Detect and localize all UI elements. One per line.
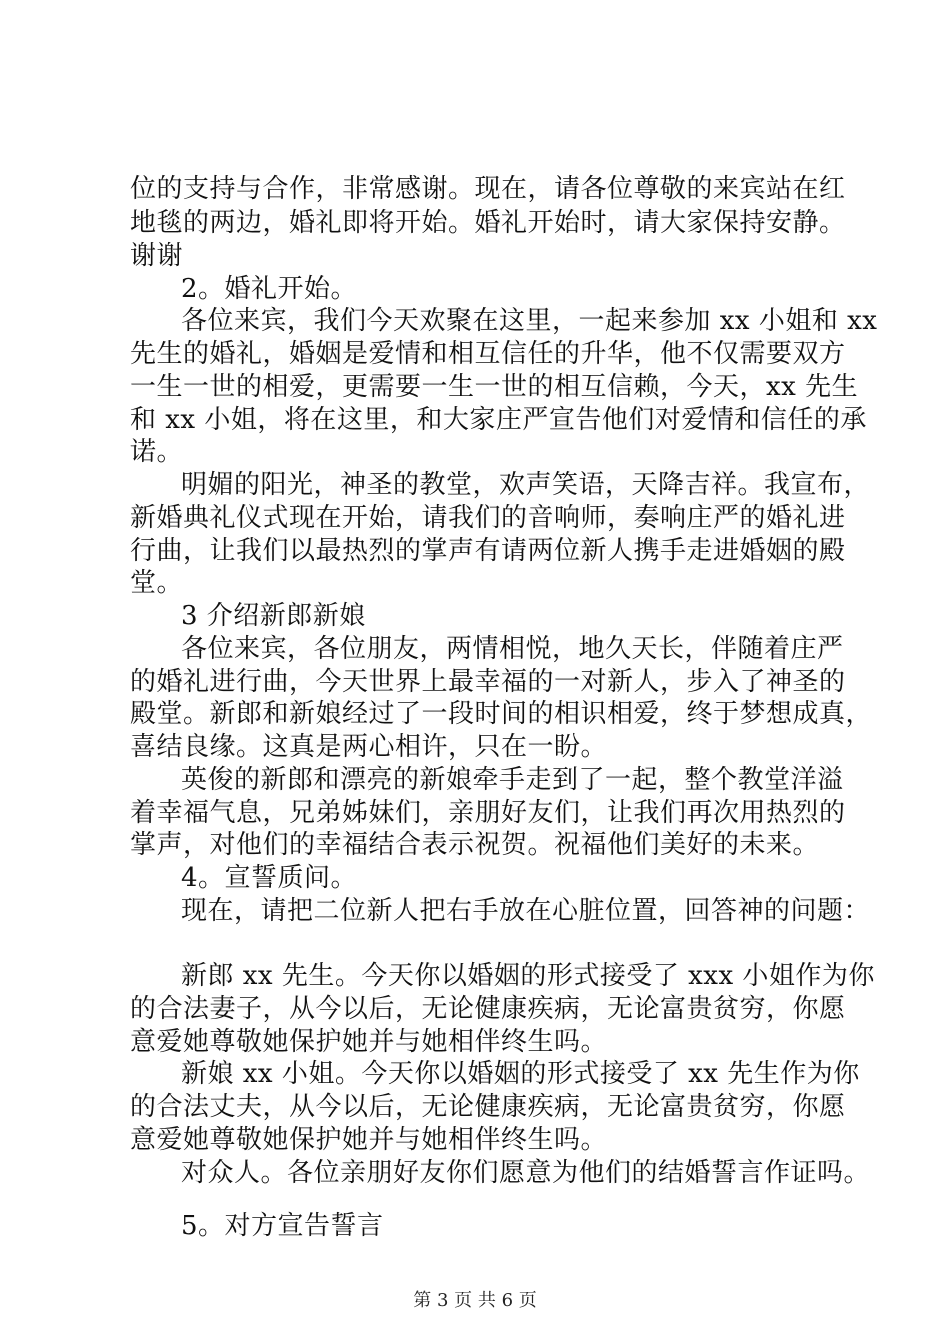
text-line: 意爱她尊敬她保护她并与她相伴终生吗。 bbox=[130, 1125, 608, 1155]
text-line: 新娘 xx 小姐。今天你以婚姻的形式接受了 xx 先生作为你 bbox=[181, 1059, 860, 1089]
section-heading: 2。婚礼开始。 bbox=[181, 274, 358, 304]
text-line: 各位来宾，各位朋友，两情相悦，地久天长，伴随着庄严 bbox=[181, 634, 844, 664]
text-line: 各位来宾，我们今天欢聚在这里，一起来参加 xx 小姐和 xx bbox=[181, 306, 878, 336]
text-line: 一生一世的相爱，更需要一生一世的相互信赖，今天，xx 先生 bbox=[130, 372, 859, 402]
text-line: 新婚典礼仪式现在开始，请我们的音响师，奏响庄严的婚礼进 bbox=[130, 503, 846, 533]
text-line: 诺。 bbox=[130, 437, 184, 467]
text-line: 的合法丈夫，从今以后，无论健康疾病，无论富贵贫穷，你愿 bbox=[130, 1092, 846, 1122]
text-line: 先生的婚礼，婚姻是爱情和相互信任的升华，他不仅需要双方 bbox=[130, 339, 846, 369]
text-line: 英俊的新郎和漂亮的新娘牵手走到了一起，整个教堂洋溢 bbox=[181, 765, 844, 795]
section-heading: 3 介绍新郎新娘 bbox=[181, 601, 366, 631]
page-footer: 第 3 页 共 6 页 bbox=[413, 1290, 537, 1311]
text-line: 堂。 bbox=[130, 568, 184, 598]
text-line: 谢谢 bbox=[130, 241, 184, 271]
text-line: 新郎 xx 先生。今天你以婚姻的形式接受了 xxx 小姐作为你 bbox=[181, 961, 875, 991]
text-line: 地毯的两边，婚礼即将开始。婚礼开始时，请大家保持安静。 bbox=[130, 208, 846, 238]
text-line: 现在，请把二位新人把右手放在心脏位置，回答神的问题： bbox=[181, 896, 871, 926]
text-line: 掌声，对他们的幸福结合表示祝贺。祝福他们美好的未来。 bbox=[130, 830, 820, 860]
text-line: 对众人。各位亲朋好友你们愿意为他们的结婚誓言作证吗。 bbox=[181, 1158, 871, 1188]
text-line: 的婚礼进行曲，今天世界上最幸福的一对新人，步入了神圣的 bbox=[130, 667, 846, 697]
section-heading: 5。对方宣告誓言 bbox=[181, 1211, 384, 1241]
text-line: 位的支持与合作，非常感谢。现在，请各位尊敬的来宾站在红 bbox=[130, 174, 846, 204]
text-line: 和 xx 小姐，将在这里，和大家庄严宣告他们对爱情和信任的承 bbox=[130, 405, 867, 435]
text-line: 着幸福气息，兄弟姊妹们，亲朋好友们，让我们再次用热烈的 bbox=[130, 798, 846, 828]
text-line: 喜结良缘。这真是两心相许，只在一盼。 bbox=[130, 732, 608, 762]
text-line: 殿堂。新郎和新娘经过了一段时间的相识相爱，终于梦想成真， bbox=[130, 699, 873, 729]
text-line: 明媚的阳光，神圣的教堂，欢声笑语，天降吉祥。我宣布， bbox=[181, 470, 871, 500]
section-heading: 4。宣誓质问。 bbox=[181, 863, 358, 893]
text-line: 的合法妻子，从今以后，无论健康疾病，无论富贵贫穷，你愿 bbox=[130, 994, 846, 1024]
text-line: 行曲，让我们以最热烈的掌声有请两位新人携手走进婚姻的殿 bbox=[130, 536, 846, 566]
text-line: 意爱她尊敬她保护她并与她相伴终生吗。 bbox=[130, 1027, 608, 1057]
